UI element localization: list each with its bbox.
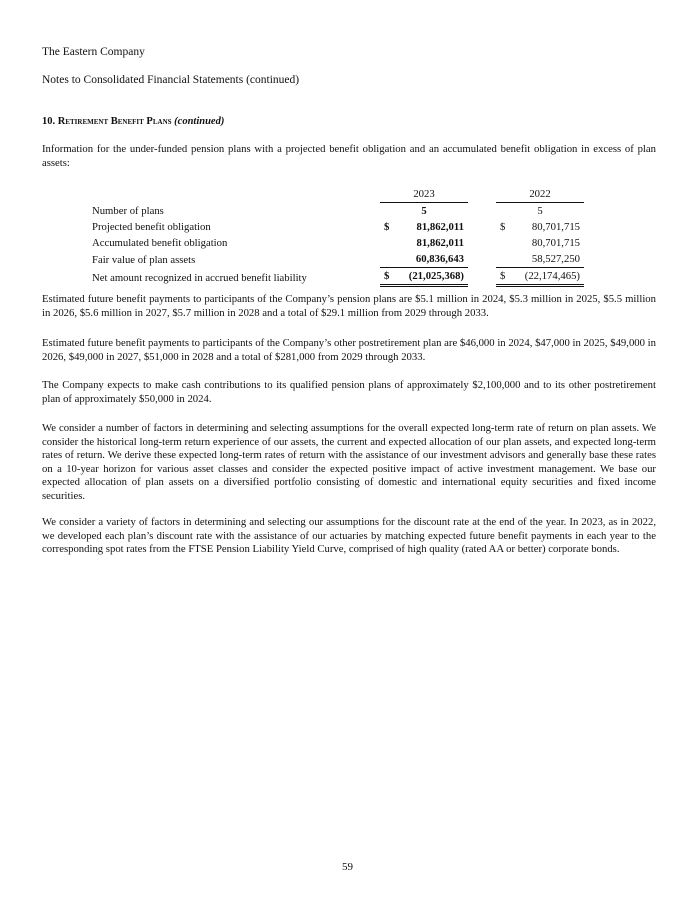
section-title: Retirement Benefit Plans	[57, 116, 172, 127]
value-2022: 58,527,250	[531, 253, 580, 265]
row-label: Projected benefit obligation	[92, 221, 211, 233]
currency-symbol: $	[384, 270, 390, 282]
table-row	[92, 203, 584, 220]
value-2022: 80,701,715	[531, 221, 580, 233]
intro-paragraph: Information for the under-funded pension plans with a projected benefit obligation and an accumulated benefit obligation in excess of plan assets:	[42, 143, 656, 169]
value-2023: 81,862,011	[416, 221, 464, 233]
value-2022: (22,174,465)	[524, 270, 580, 282]
postretirement-payments-paragraph: Estimated future benefit payments to participants of the Company’s other postretirement plan are $46,000 in 2024, $47,000 in 2025, $49,000 in 2026, $49,000 in 2027, $51,000 in 2028 and a total of $281,000 from 2029 through 2033.	[42, 337, 656, 363]
value-2022: 5	[537, 205, 543, 217]
section-heading	[42, 116, 224, 127]
value-2023: 60,836,643	[415, 253, 464, 265]
table-row	[92, 235, 584, 251]
contributions-paragraph: The Company expects to make cash contributions to its qualified pension plans of approximately $2,100,000 and to its other postretirement plan of approximately $50,000 in 2024.	[42, 379, 656, 405]
section-suffix: (continued)	[174, 116, 225, 127]
value-2023: (21,025,368)	[408, 270, 464, 282]
currency-symbol: $	[384, 221, 390, 233]
currency-symbol: $	[500, 221, 506, 233]
pension-plans-table	[92, 186, 584, 287]
page-number: 59	[342, 861, 353, 873]
table-row	[92, 219, 584, 235]
table-row	[92, 268, 584, 286]
value-2022: 80,701,715	[531, 237, 580, 249]
rate-of-return-paragraph: We consider a number of factors in determining and selecting assumptions for the overall expected long-term rate of return on plan assets. We consider the historical long-term return experience of our assets, the current and expected allocation of our plan assets, and expected long-term rates of return. We derive these expected long-term rates of return with the assistance of our investment advisors and generally base these rates on a 10-year horizon for various asset classes and consider the expected positive impact of active investment management. We base our expected allocation of plan assets on a diversified portfolio consisting of domestic and international equity securities and fixed income securities.	[42, 422, 656, 502]
column-header-2023: 2023	[380, 186, 468, 203]
table-header-row	[92, 186, 584, 203]
table-row	[92, 251, 584, 268]
company-name: The Eastern Company	[42, 46, 145, 58]
column-header-2022: 2022	[496, 186, 584, 203]
section-number: 10.	[42, 116, 56, 127]
value-2023: 81,862,011	[416, 237, 464, 249]
row-label: Net amount recognized in accrued benefit liability	[92, 271, 307, 284]
row-label: Fair value of plan assets	[92, 253, 196, 266]
document-subtitle: Notes to Consolidated Financial Statements (continued)	[42, 74, 300, 86]
row-label: Number of plans	[92, 205, 164, 217]
value-2023: 5	[421, 205, 427, 217]
row-label: Accumulated benefit obligation	[92, 237, 228, 249]
currency-symbol: $	[500, 270, 506, 282]
discount-rate-paragraph: We consider a variety of factors in determining and selecting our assumptions for the discount rate at the end of the year. In 2023, as in 2022, we developed each plan’s discount rate with the assistance of our actuaries by matching expected future benefit payments in each year to the corresponding spot rates from the FTSE Pension Liability Yield Curve, comprised of high quality (rated AA or better) corporate bonds.	[42, 516, 656, 556]
pension-payments-paragraph: Estimated future benefit payments to participants of the Company’s pension plans are $5.1 million in 2024, $5.3 million in 2025, $5.5 million in 2026, $5.6 million in 2027, $5.7 million in 2028 and a total of $29.1 million from 2029 through 2033.	[42, 293, 656, 319]
